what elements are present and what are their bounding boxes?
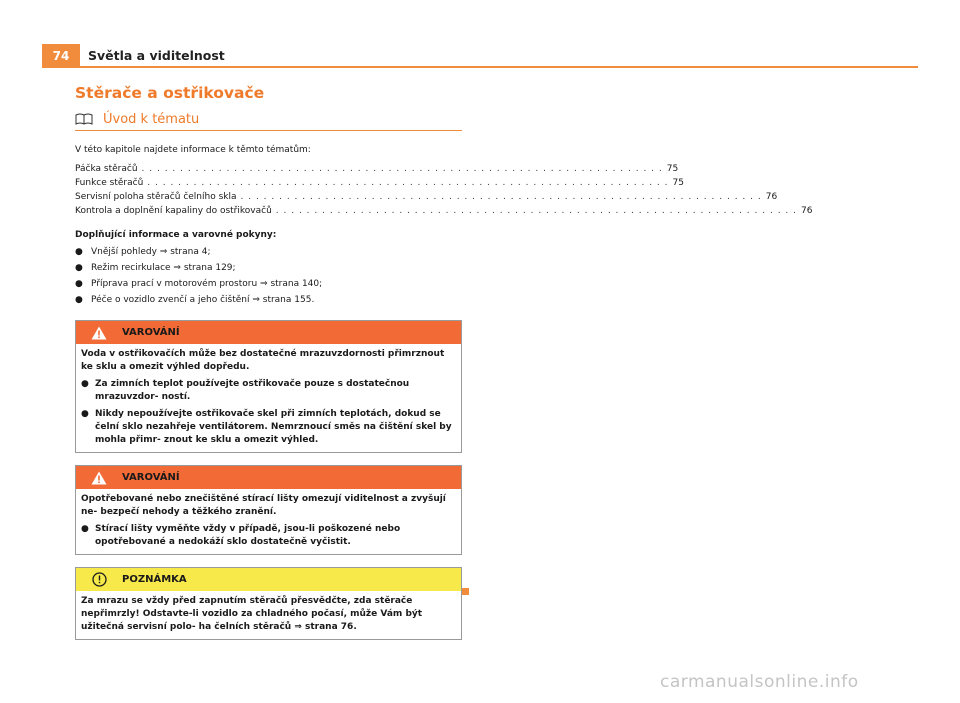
- book-icon: [75, 113, 93, 126]
- list-item-text: Vnější pohledy ⇒ strana 4;: [91, 247, 211, 257]
- note-label: POZNÁMKA: [122, 574, 187, 585]
- bullet-marker: ●: [75, 263, 83, 273]
- note-box: [75, 567, 462, 640]
- toc-leader: . . . . . . . . . . . . . . . . . . . . . . . . . . . . . . . . . . . . . . . . . . . . . . . . . . . . . . . . . . . . . . . . . . . .: [240, 192, 762, 202]
- warning-point: [81, 523, 456, 549]
- note-body: [76, 591, 461, 639]
- warning-header: [76, 466, 461, 489]
- warning-point-text: Za zimních teplot používejte ostřikovače pouze s dostatečnou mrazuvzdor- ností.: [95, 379, 410, 402]
- toc-item[interactable]: [75, 192, 778, 206]
- toc-leader: . . . . . . . . . . . . . . . . . . . . . . . . . . . . . . . . . . . . . . . . . . . . . . . . . . . . . . . . . . . . . . . . . . . .: [147, 178, 669, 188]
- chapter-title: Světla a viditelnost: [88, 48, 225, 63]
- toc-label: Servisní poloha stěračů čelního skla: [75, 192, 237, 202]
- warning-point-text: Nikdy nepoužívejte ostřikovače skel při zimních teplotách, dokud se čelní sklo nezahřeje ventilátorem. Nemrznoucí směs na čištění skel by mohla přimr- znout ke sklu a omezit výhled.: [95, 409, 452, 445]
- toc-label: Kontrola a doplnění kapaliny do ostřikovačů: [75, 206, 272, 216]
- toc-page: 76: [765, 192, 778, 202]
- warning-point: [81, 408, 456, 447]
- toc-label: Páčka stěračů: [75, 164, 138, 174]
- page-title: Stěrače a ostřikovače: [75, 84, 265, 102]
- section-heading: [75, 112, 462, 131]
- more-info-list: [75, 244, 462, 308]
- bullet-marker: ●: [81, 524, 89, 534]
- warning-body: [76, 489, 461, 554]
- warning-label: VAROVÁNÍ: [122, 472, 180, 483]
- list-item-text: Režim recirkulace ⇒ strana 129;: [91, 263, 236, 273]
- warning-point: [81, 378, 456, 404]
- header-rule: [42, 66, 918, 68]
- list-item-text: Příprava prací v motorovém prostoru ⇒ strana 140;: [91, 279, 323, 289]
- toc-page: 76: [801, 206, 813, 216]
- exclamation-circle-icon: [92, 572, 107, 587]
- page-number: 74: [42, 44, 80, 68]
- warning-point-text: Stírací lišty vyměňte vždy v případě, jsou-li poškozené nebo opotřebované a nedokáží sklo dostatečně vyčistit.: [95, 524, 401, 547]
- bullet-marker: ●: [81, 409, 89, 419]
- warning-triangle-icon: [91, 471, 107, 485]
- section-title: Úvod k tématu: [103, 112, 200, 127]
- section-end-marker: [462, 588, 469, 595]
- warning-text: Voda v ostřikovačích může bez dostatečné mrazuvzdornosti přimrznout ke sklu a omezit výhled dopředu.: [81, 349, 445, 372]
- warning-header: [76, 321, 461, 344]
- bullet-marker: ●: [75, 295, 83, 305]
- page-header: [42, 44, 918, 68]
- toc-leader: . . . . . . . . . . . . . . . . . . . . . . . . . . . . . . . . . . . . . . . . . . . . . . . . . . . . . . . . . . . . . . . . . . . .: [275, 206, 797, 216]
- intro-text: V této kapitole najdete informace k těmto tématům:: [75, 145, 311, 155]
- warning-triangle-icon: [91, 326, 107, 340]
- toc-item[interactable]: [75, 164, 679, 178]
- toc-list: [75, 164, 813, 220]
- warning-box: [75, 465, 462, 555]
- warning-box: [75, 320, 462, 453]
- list-item: [75, 244, 462, 260]
- watermark: carmanualsonline.info: [660, 672, 859, 692]
- toc-item[interactable]: [75, 206, 813, 220]
- note-header: [76, 568, 461, 591]
- list-item: [75, 260, 462, 276]
- list-item-text: Péče o vozidlo zvenčí a jeho čištění ⇒ strana 155.: [91, 295, 315, 305]
- bullet-marker: ●: [81, 379, 89, 389]
- warning-text: Opotřebované nebo znečištěné stírací lišty omezují viditelnost a zvyšují ne- bezpečí nehody a těžkého zranění.: [81, 494, 446, 517]
- list-item: [75, 292, 462, 308]
- note-text: Za mrazu se vždy před zapnutím stěračů přesvědčte, zda stěrače nepřimrzly! Odstavte-li vozidlo za chladného počasí, může Vám být užitečná servisní polo- ha čelních stěračů ⇒ strana 76.: [81, 596, 423, 632]
- toc-page: 75: [672, 178, 684, 188]
- toc-label: Funkce stěračů: [75, 178, 144, 188]
- page-content: [75, 84, 813, 640]
- bullet-marker: ●: [75, 247, 83, 257]
- bullet-marker: ●: [75, 279, 83, 289]
- toc-item[interactable]: [75, 178, 684, 192]
- more-info-heading: Doplňující informace a varovné pokyny:: [75, 230, 277, 240]
- toc-leader: . . . . . . . . . . . . . . . . . . . . . . . . . . . . . . . . . . . . . . . . . . . . . . . . . . . . . . . . . . . . . . . . . . . .: [141, 164, 663, 174]
- warning-label: VAROVÁNÍ: [122, 327, 180, 338]
- warning-body: [76, 344, 461, 452]
- toc-page: 75: [666, 164, 679, 174]
- list-item: [75, 276, 462, 292]
